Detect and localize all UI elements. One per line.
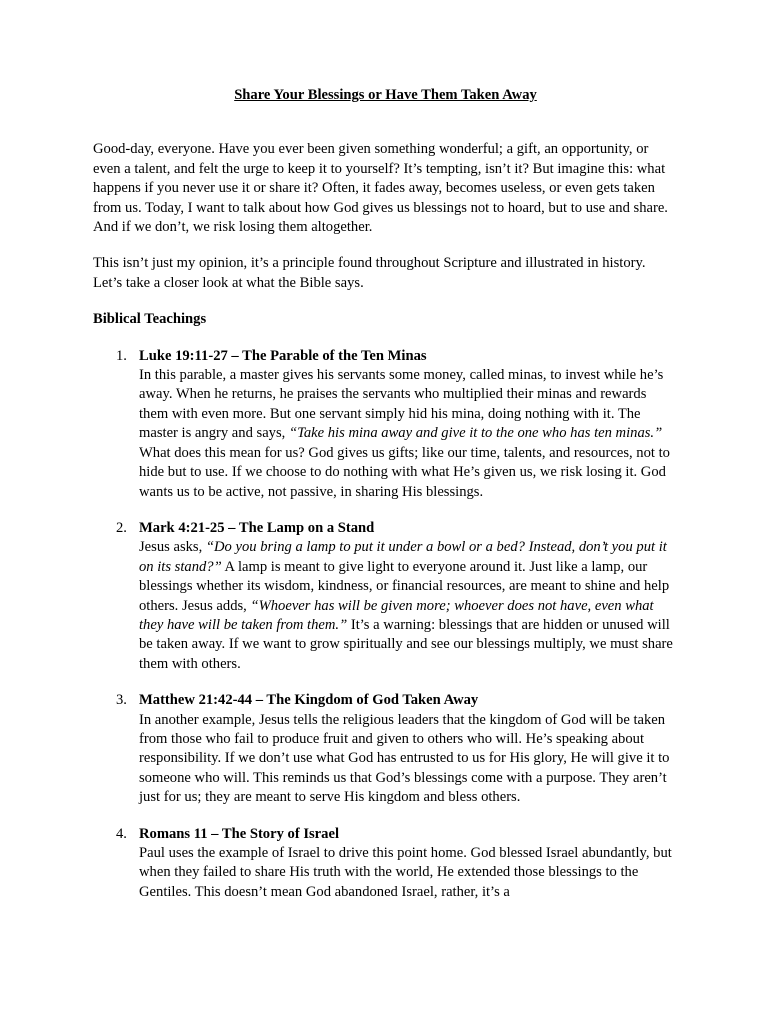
document-page bbox=[93, 86, 678, 919]
document-title: Share Your Blessings or Have Them Taken Away bbox=[234, 87, 537, 103]
item-body: In another example, Jesus tells the religious leaders that the kingdom of God will be taken from those who fail to produce fruit and given to others who will. He’s speaking about responsibility. If we don’t use what God has entrusted to us for His glory, He will give it to someone who will. This reminds us that God’s blessings come with a purpose. They aren’t just for us; they are meant to serve His kingdom and bless others. bbox=[139, 711, 670, 806]
list-item-4 bbox=[93, 825, 678, 903]
section-heading: Biblical Teachings bbox=[93, 311, 207, 328]
list-number: 2. bbox=[116, 519, 127, 536]
item-body: Jesus asks, bbox=[139, 539, 206, 556]
item-body: What does this mean for us? God gives us gifts; like our time, talents, and resources, not to hide but to use. If we choose to do nothing with what He’s given us, we risk losing it. God wants us to be active, not passive, in sharing His blessings. bbox=[139, 444, 670, 500]
item-body: Paul uses the example of Israel to drive this point home. God blessed Israel abundantly, but when they failed to share His truth with the world, He extended those blessings to the Gentiles. This doesn’t mean God abandoned Israel, rather, it’s a bbox=[139, 845, 672, 900]
list-item-3 bbox=[93, 691, 678, 807]
item-body: In this parable, a master gives his servants some money, called minas, to invest while he’s away. When he returns, he praises the servants who multiplied their minas and rewards them with even more. But one servant simply hid his mina, doing nothing with it. The master is angry and says, bbox=[139, 367, 664, 442]
teachings-list bbox=[93, 347, 678, 903]
list-number: 1. bbox=[116, 347, 127, 364]
item-body: It’s a warning: blessings that are hidden or unused will be taken away. If we want to grow spiritually and see our blessings multiply, we must share them with others. bbox=[139, 616, 673, 672]
list-item-2 bbox=[93, 519, 678, 674]
list-item-1 bbox=[93, 347, 678, 502]
list-number: 4. bbox=[116, 825, 127, 842]
item-title: Mark 4:21-25 – The Lamp on a Stand bbox=[139, 519, 375, 536]
item-quote: “Whoever has will be given more; whoever does not have, even what they have will be taken from them.” bbox=[139, 597, 654, 633]
item-body: A lamp is meant to give light to everyone around it. Just like a lamp, our blessings whether its wisdom, kindness, or financial resources, are meant to shine and help others. Jesus adds, bbox=[139, 558, 670, 614]
intro-paragraph-1: Good-day, everyone. Have you ever been given something wonderful; a gift, an opportunity, or even a talent, and felt the urge to keep it to yourself? It’s tempting, isn’t it? But imagine this: what happens if you never use it or share it? Often, it fades away, becomes useless, or even gets taken from us. Today, I want to talk about how God gives us blessings not to hoard, but to use and share. And if we don’t, we risk losing them altogether. bbox=[93, 141, 668, 236]
item-quote: “Do you bring a lamp to put it under a bowl or a bed? Instead, don’t you put it on its stand?” bbox=[139, 539, 667, 575]
intro-paragraph-2: This isn’t just my opinion, it’s a principle found throughout Scripture and illustrated in history. Let’s take a closer look at what the Bible says. bbox=[93, 255, 646, 291]
item-title: Luke 19:11-27 – The Parable of the Ten Minas bbox=[139, 347, 427, 364]
item-title: Matthew 21:42-44 – The Kingdom of God Taken Away bbox=[139, 692, 479, 709]
item-title: Romans 11 – The Story of Israel bbox=[139, 825, 339, 842]
item-quote: “Take his mina away and give it to the one who has ten minas.” bbox=[288, 425, 663, 442]
list-number: 3. bbox=[116, 692, 127, 709]
